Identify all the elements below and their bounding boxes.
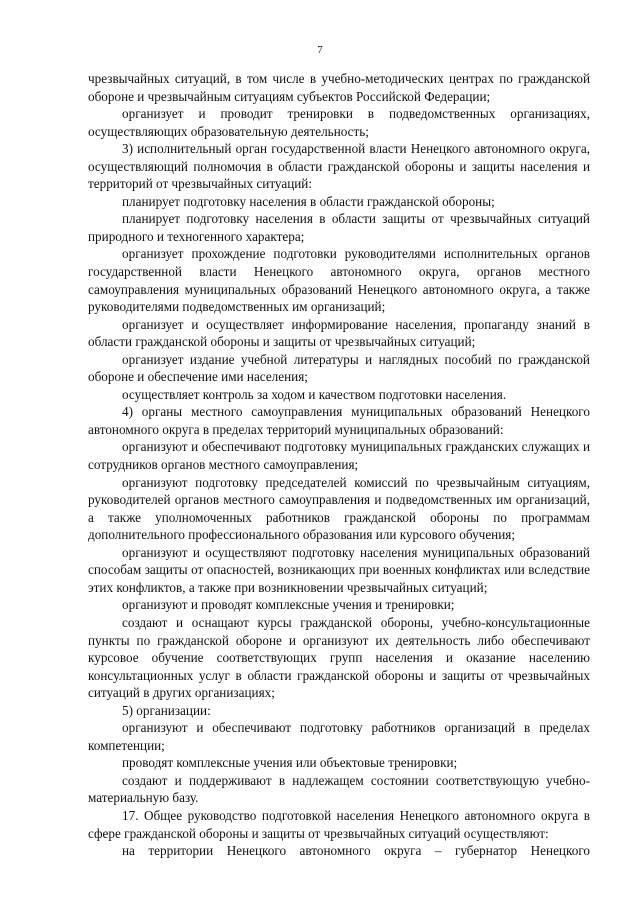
paragraph: организуют и осуществляют подготовку населения муниципальных образований способам защиты от опасностей, возникающих при военных конфликтах или вследствие этих конфликтов, а также при возникновении чрезвычайных ситуаций; — [88, 544, 590, 595]
paragraph: организуют и обеспечивают подготовку муниципальных гражданских служащих и сотрудников органов местного самоуправления; — [88, 439, 590, 473]
paragraph: планирует подготовку населения в области защиты от чрезвычайных ситуаций природного и техногенного характера; — [88, 211, 590, 244]
paragraph: 3) исполнительный орган государственной власти Ненецкого автономного округа, осуществляющий полномочия в области гражданской обороны и защиты населения и территорий от чрезвычайных ситуаций: — [88, 141, 590, 192]
paragraph: создают и оснащают курсы гражданской обороны, учебно-консультационные пункты по гражданской обороне и организуют их деятельность либо обеспечивают курсовое обучение соответствующих групп населения и оказание населению консультационных услуг в области гражданской обороны и защиты от чрезвычайных ситуаций в других организациях; — [88, 614, 590, 701]
paragraph: организует прохождение подготовки руководителями исполнительных органов государственной власти Ненецкого автономного округа, органов местного самоуправления муниципальных образований Ненецкого автономного округа, а также руководителями подведомственных им организаций; — [88, 246, 590, 315]
paragraph: 5) организации: — [122, 702, 211, 718]
paragraph: 17. Общее руководство подготовкой населения Ненецкого автономного округа в сфере гражданской обороны и защиты от чрезвычайных ситуаций осуществляют: — [88, 807, 590, 841]
paragraph: осуществляет контроль за ходом и качеством подготовки населения. — [122, 386, 507, 402]
paragraph: проводят комплексные учения или объектовые тренировки; — [122, 755, 458, 771]
paragraph: создают и поддерживают в надлежащем состоянии соответствующую учебно-материальную базу. — [88, 772, 590, 806]
paragraph: на территории Ненецкого автономного округа – губернатор Ненецкого — [122, 843, 590, 859]
paragraph: чрезвычайных ситуаций, в том числе в учебно-методических центрах по гражданской обороне и чрезвычайным ситуациям субъектов Российской Федерации; — [88, 71, 590, 104]
paragraph: организует и осуществляет информирование населения, пропаганду знаний в области гражданской обороны и защиты от чрезвычайных ситуаций; — [88, 316, 590, 350]
paragraph: 4) органы местного самоуправления муниципальных образований Ненецкого автономного округа в пределах территорий муниципальных образований: — [88, 404, 590, 437]
paragraph: организуют и обеспечивают подготовку работников организаций в пределах компетенции; — [88, 720, 590, 753]
paragraph: организует и проводит тренировки в подведомственных организациях, осуществляющих образовательную деятельность; — [88, 106, 590, 139]
paragraph: организуют и проводят комплексные учения и тренировки; — [122, 597, 455, 613]
paragraph: организует издание учебной литературы и наглядных пособий по гражданской обороне и обеспечение ими населения; — [88, 351, 590, 385]
page-number: 7 — [317, 44, 323, 56]
paragraph: организуют подготовку председателей комиссий по чрезвычайным ситуациям, руководителей органов местного самоуправления и подведомственных им организаций, а также уполномоченных работников гражданской обороны по программам дополнительного профессионального образования или курсового обучения; — [88, 474, 590, 543]
document-body — [88, 70, 590, 860]
paragraph: планирует подготовку населения в области гражданской обороны; — [122, 193, 495, 209]
